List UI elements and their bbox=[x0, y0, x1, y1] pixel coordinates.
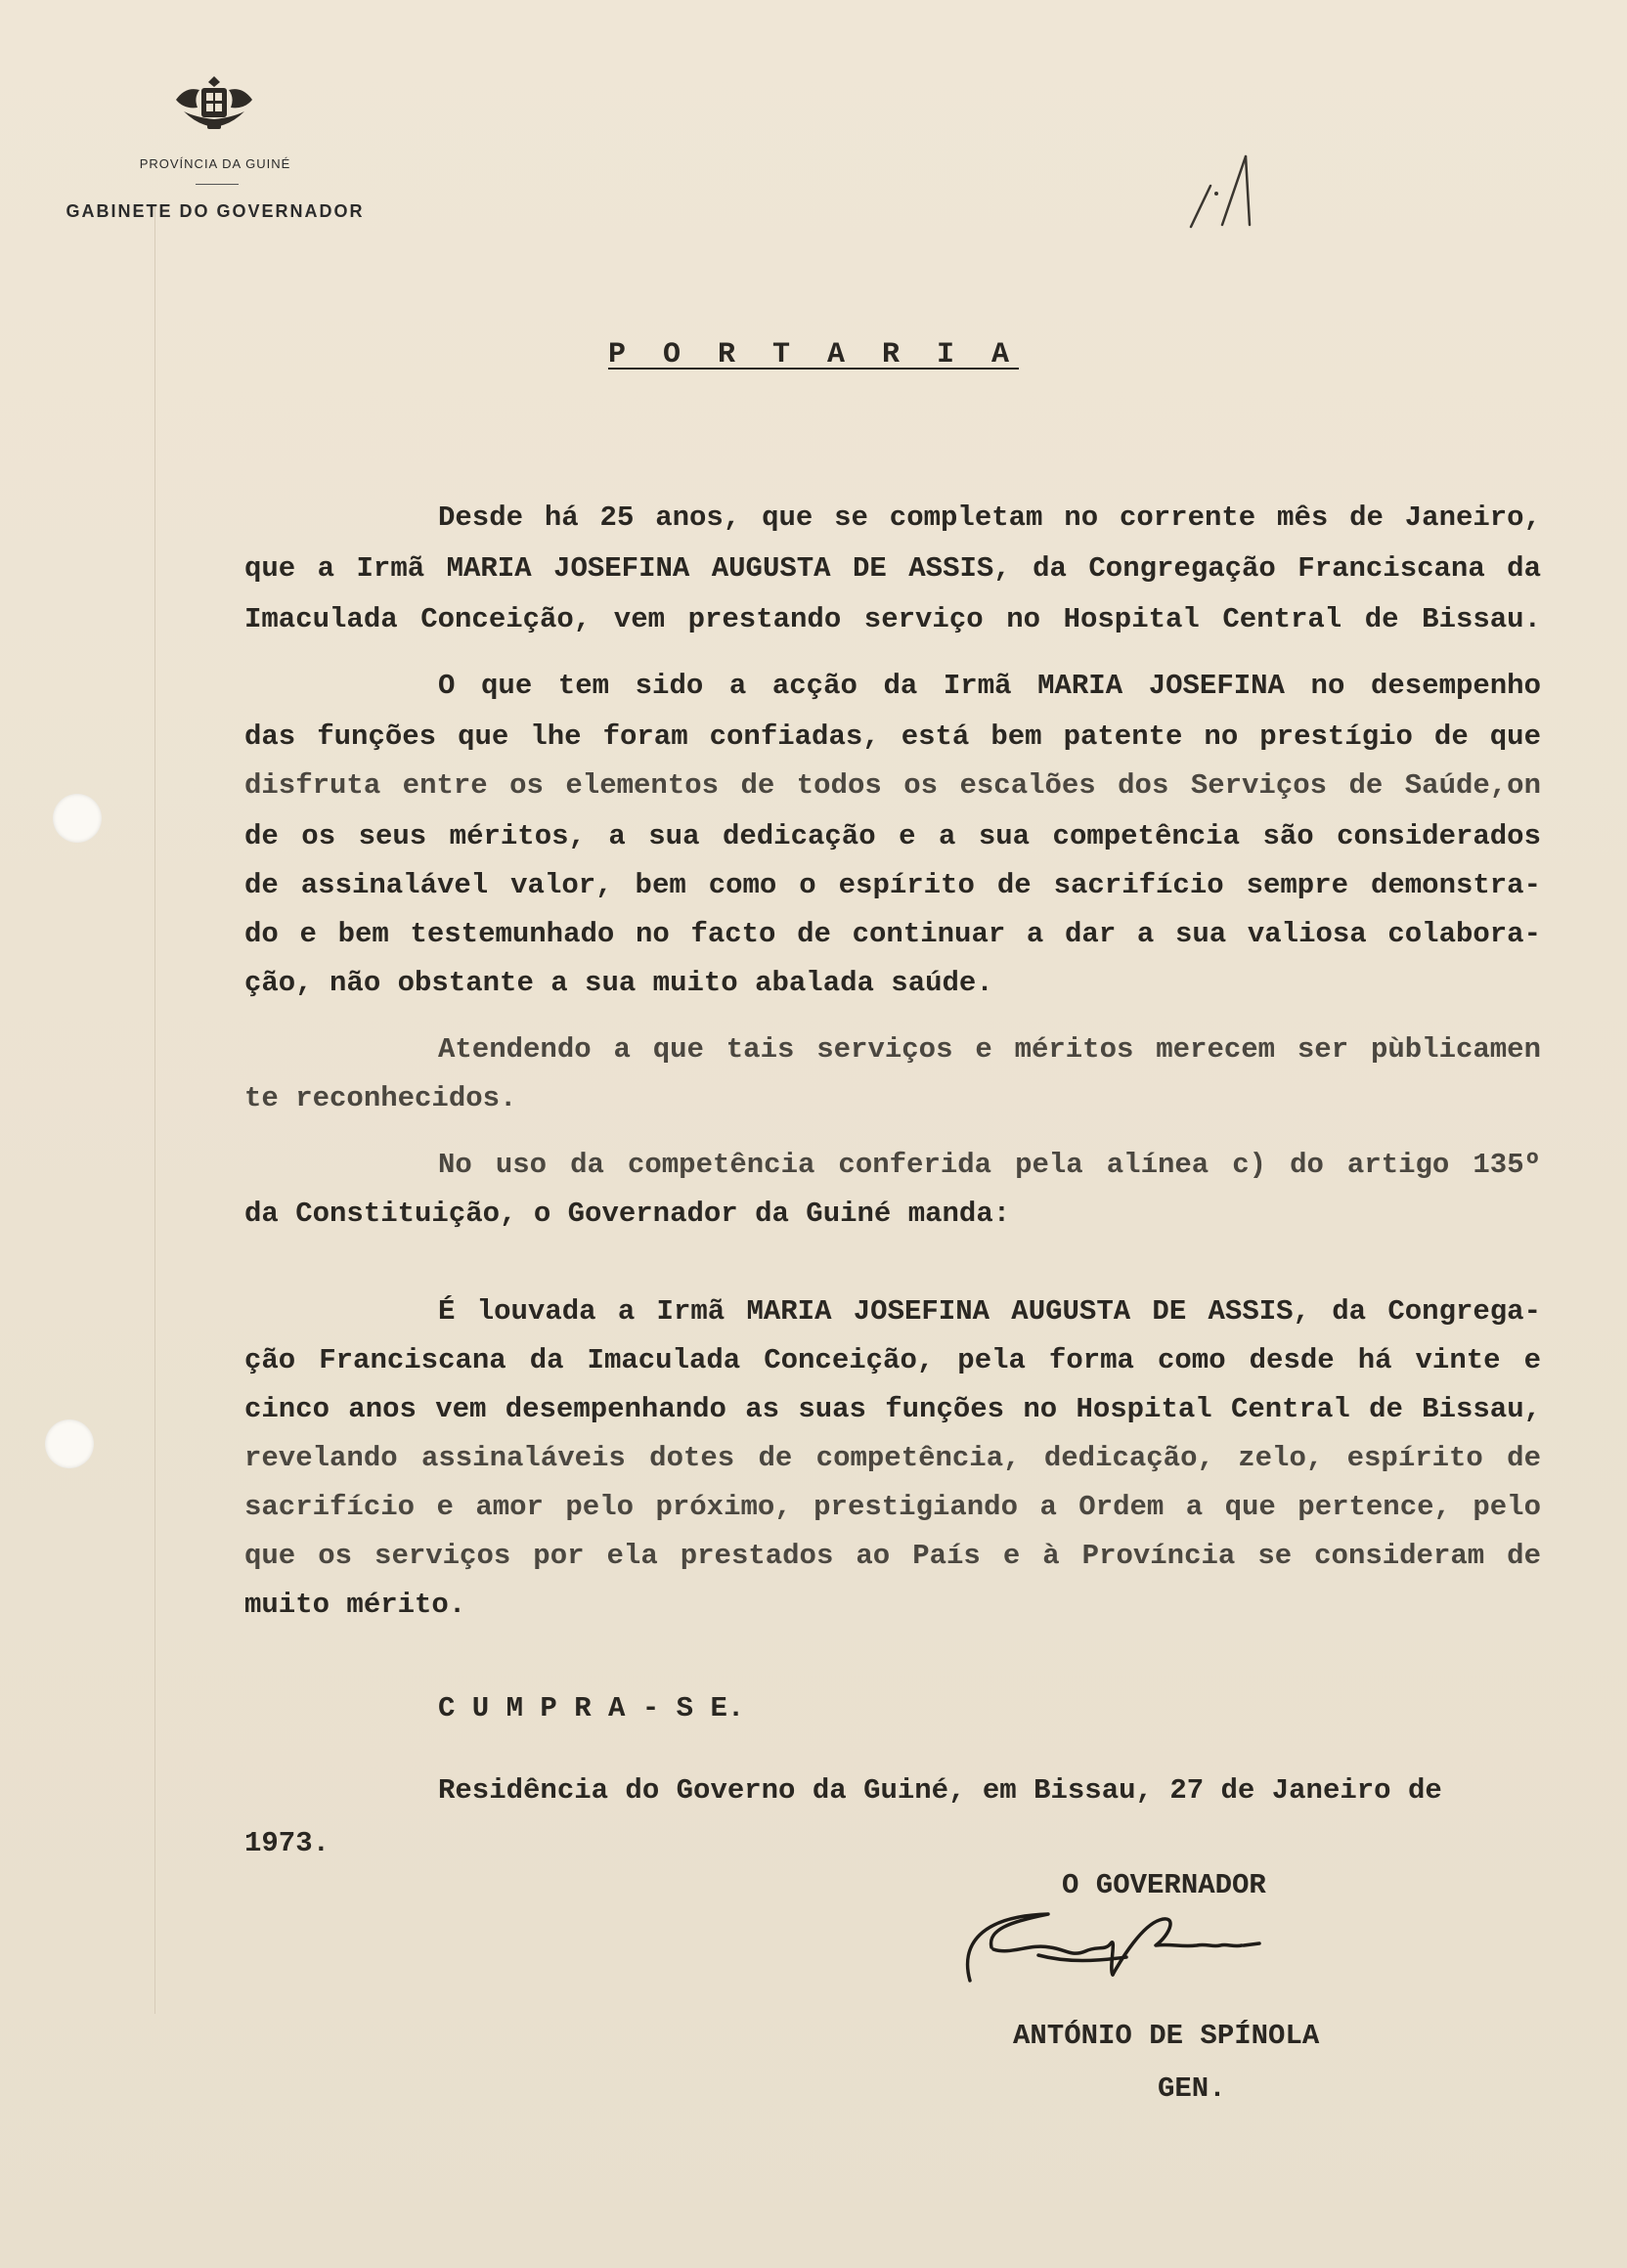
body-line: ção Franciscana da Imaculada Conceição, pela forma como desde há vinte e bbox=[244, 1344, 1541, 1376]
province-name: PROVÍNCIA DA GUINÉ bbox=[139, 156, 291, 171]
folio-mark bbox=[1183, 149, 1271, 233]
body-line: de assinalável valor, bem como o espírito de sacrifício sempre demonstra- bbox=[244, 869, 1541, 901]
place-date-line: Residência do Governo da Guiné, em Bissau, 27 de Janeiro de bbox=[438, 1774, 1442, 1807]
body-line: de os seus méritos, a sua dedicação e a sua competência são considerados bbox=[244, 820, 1541, 852]
body-line: sacrifício e amor pelo próximo, prestigiando a Ordem a que pertence, pelo bbox=[244, 1491, 1541, 1523]
signatory-role: O GOVERNADOR bbox=[1062, 1869, 1266, 1901]
body-line: ção, não obstante a sua muito abalada saúde. bbox=[244, 967, 993, 999]
header-divider bbox=[196, 184, 239, 185]
body-line: No uso da competência conferida pela alínea c) do artigo 135º bbox=[438, 1149, 1541, 1181]
coat-of-arms-icon bbox=[172, 72, 256, 133]
closing-formula: C U M P R A - S E. bbox=[438, 1692, 745, 1724]
body-line: Imaculada Conceição, vem prestando serviço no Hospital Central de Bissau. bbox=[244, 603, 1541, 635]
body-line: Desde há 25 anos, que se completam no corrente mês de Janeiro, bbox=[438, 502, 1541, 534]
body-line: É louvada a Irmã MARIA JOSEFINA AUGUSTA DE ASSIS, da Congrega- bbox=[438, 1295, 1541, 1328]
body-line: que a Irmã MARIA JOSEFINA AUGUSTA DE ASSIS, da Congregação Franciscana da bbox=[244, 552, 1541, 585]
handwritten-signature bbox=[950, 1887, 1322, 2004]
signatory-rank: GEN. bbox=[1158, 2072, 1226, 2105]
office-name: GABINETE DO GOVERNADOR bbox=[66, 201, 365, 221]
body-line: que os serviços por ela prestados ao País e à Província se consideram de bbox=[244, 1540, 1541, 1572]
body-line: te reconhecidos. bbox=[244, 1082, 517, 1114]
punch-hole-bottom bbox=[45, 1419, 94, 1468]
body-line: revelando assinaláveis dotes de competência, dedicação, zelo, espírito de bbox=[244, 1442, 1541, 1474]
margin-rule bbox=[154, 205, 155, 2014]
body-line: O que tem sido a acção da Irmã MARIA JOSEFINA no desempenho bbox=[438, 670, 1541, 702]
body-line: cinco anos vem desempenhando as suas funções no Hospital Central de Bissau, bbox=[244, 1393, 1541, 1425]
body-line: do e bem testemunhado no facto de continuar a dar a sua valiosa colabora- bbox=[244, 918, 1541, 950]
signatory-name: ANTÓNIO DE SPÍNOLA bbox=[1013, 2020, 1320, 2052]
body-line: das funções que lhe foram confiadas, está bem patente no prestígio de que bbox=[244, 720, 1541, 753]
body-line: muito mérito. bbox=[244, 1589, 466, 1621]
date-year: 1973. bbox=[244, 1827, 330, 1859]
punch-hole-top bbox=[53, 794, 102, 843]
body-line: da Constituição, o Governador da Guiné manda: bbox=[244, 1198, 1011, 1230]
document-title: P O R T A R I A bbox=[607, 338, 1020, 371]
body-line: Atendendo a que tais serviços e méritos merecem ser pùblicamen bbox=[438, 1033, 1541, 1066]
body-line: disfruta entre os elementos de todos os escalões dos Serviços de Saúde,on bbox=[244, 769, 1541, 802]
